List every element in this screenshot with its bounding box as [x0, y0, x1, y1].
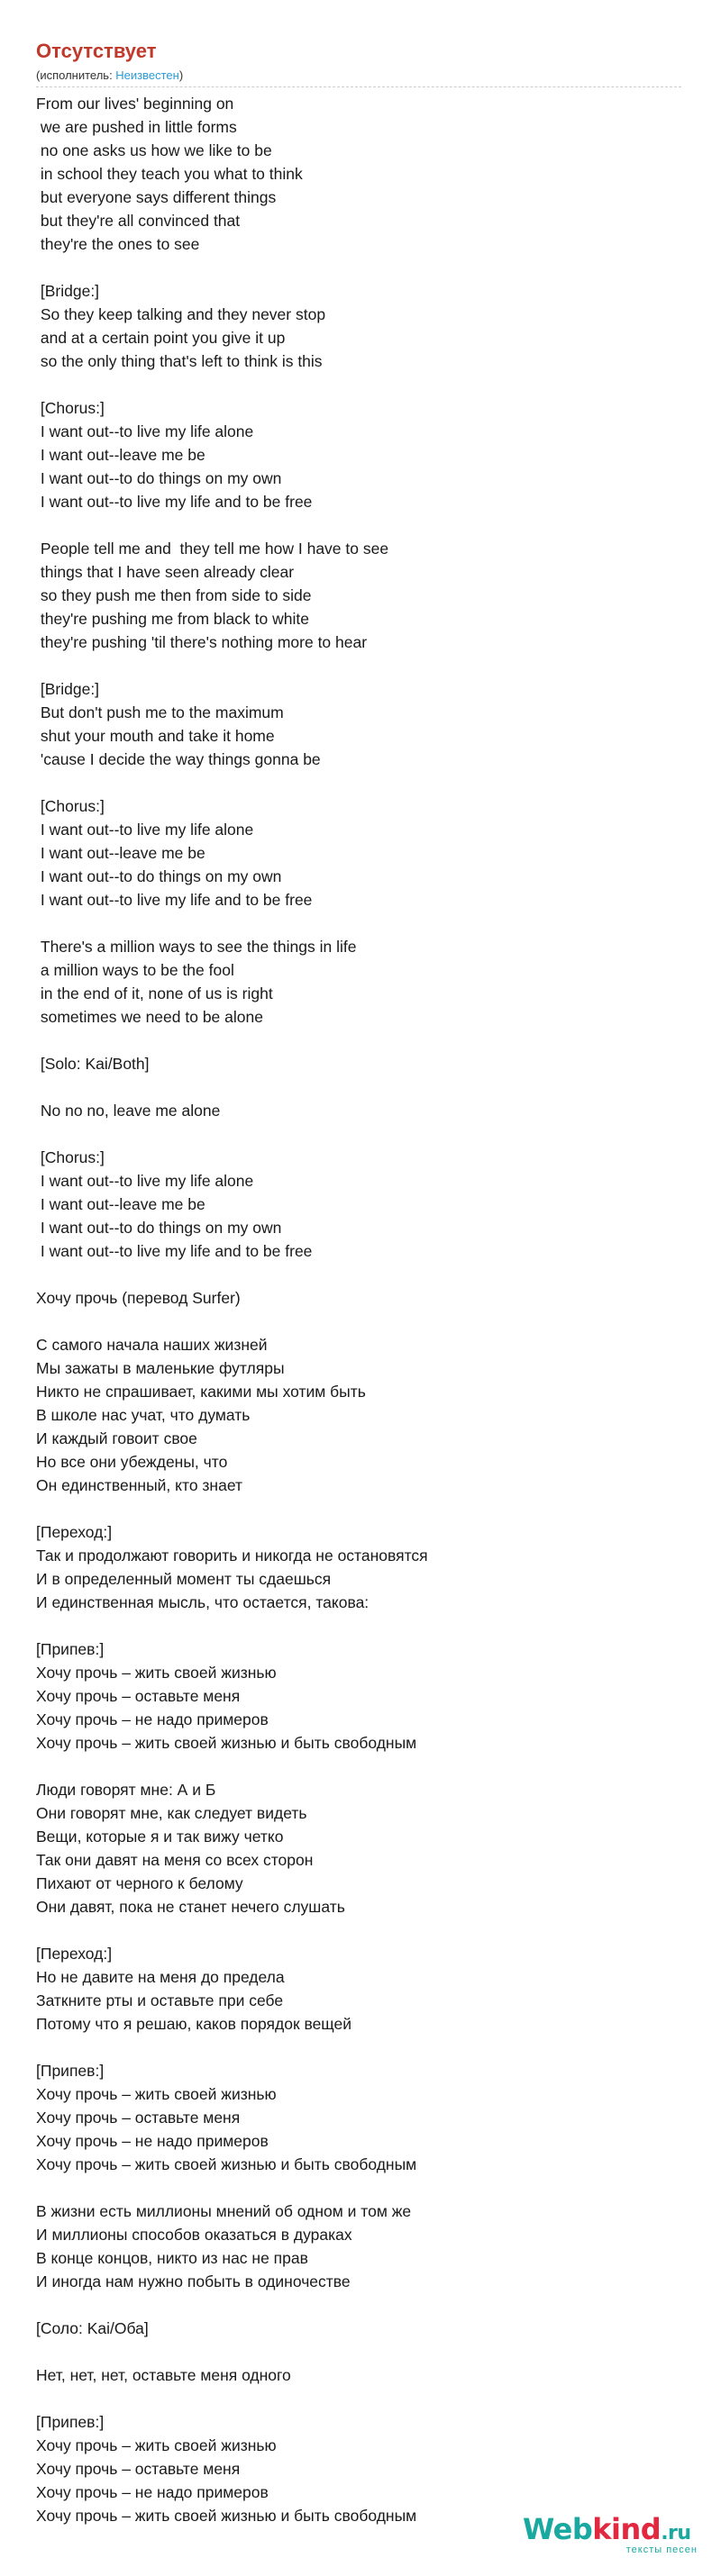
logo-part-ru: .ru — [661, 2522, 691, 2544]
webkind-logo[interactable] — [523, 2513, 703, 2558]
logo-tagline: тексты песен — [625, 2544, 698, 2555]
lyrics-text: From our lives' beginning on we are pushed in little forms no one asks us how we like to be in school they teach you what to think but everyone says different things but they're all convinced that they're the ones to see [Bridge:] So they keep talking and they never stop and at a certain point you give it up so the only thing that's left to think is this [Chorus:] I want out--to live my life alone I want out--leave me be I want out--to do things on my own I want out--to live my life and to be free People tell me and they tell me how I have to see things that I have seen already clear so they push me then from side to side they're pushing me from black to white they're pushing 'til there's nothing more to hear [Bridge:] But don't push me to the maximum shut your mouth and take it home 'cause I decide the way things gonna be [Chorus:] I want out--to live my life alone I want out--leave me be I want out--to do things on my own I want out--to live my life and to be free There's a million ways to see the things in life a million ways to be the fool in the end of it, none of us is right sometimes we need to be alone [Solo: Kai/Both] No no no, leave me alone [Chorus:] I want out--to live my life alone I want out--leave me be I want out--to do things on my own I want out--to live my life and to be free Хочу прочь (перевод Surfer) С самого начала наших жизней Мы зажаты в маленькие футляры Никто не спрашивает, какими мы хотим быть В школе нас учат, что думать И каждый говоит свое Но все они убеждены, что Он единственный, кто знает [Переход:] Так и продолжают говорить и никогда не остановятся И в определенный момент ты сдаешься И единственная мысль, что остается, такова: [Припев:] Хочу прочь – жить своей жизнью Хочу прочь – оставьте меня Хочу прочь – не надо примеров Хочу прочь – жить своей жизнью и быть свободным Люди говорят мне: А и Б Они говорят мне, как следует видеть Вещи, которые я и так вижу четко Так они давят на меня со всех сторон Пихают от черного к белому Они давят, пока не станет нечего слушать [Переход:] Но не давите на меня до предела Заткните рты и оставьте при себе Потому что я решаю, каков порядок вещей [Припев:] Хочу прочь – жить своей жизнью Хочу прочь – оставьте меня Хочу прочь – не надо примеров Хочу прочь – жить своей жизнью и быть свободным В жизни есть миллионы мнений об одном и том же И миллионы способов оказаться в дураках В конце концов, никто из нас не прав И иногда нам нужно побыть в одиночестве [Соло: Kai/Оба] Нет, нет, нет, оставьте меня одного [Припев:] Хочу прочь – жить своей жизнью Хочу прочь – оставьте меня Хочу прочь – не надо примеров Хочу прочь – жить своей жизнью и быть свободным — [36, 95, 428, 2525]
artist-prefix: (исполнитель: — [36, 68, 116, 82]
artist-line — [36, 67, 681, 87]
logo-part-web: Web — [523, 2512, 593, 2546]
song-header — [36, 40, 681, 87]
song-title: Отсутствует — [36, 40, 157, 62]
artist-link[interactable]: Неизвестен — [115, 68, 179, 82]
artist-suffix: ) — [178, 68, 184, 82]
logo-part-kind: kind — [592, 2512, 662, 2546]
